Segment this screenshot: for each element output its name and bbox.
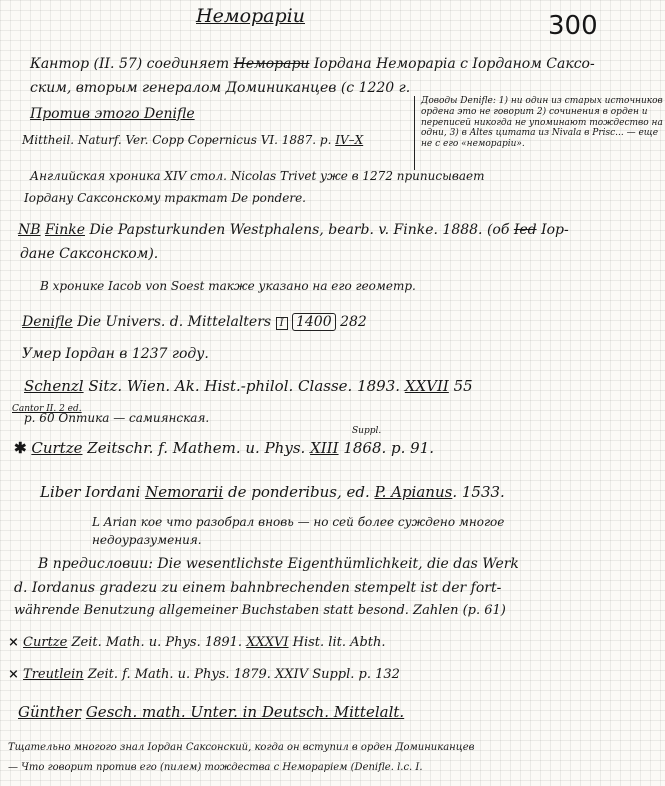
line-17: недоуразумения. — [92, 533, 202, 547]
page-number: 300 — [548, 11, 598, 41]
author-curtze: Curtze — [31, 439, 83, 457]
line-1 — [30, 56, 595, 72]
line-15-nemorarii: Nemorarii — [145, 483, 224, 501]
line-7 — [18, 222, 569, 238]
line-8: дане Саксонском). — [20, 246, 159, 262]
line-16: L Arian кое что разобрал вновь — но сей более суждено многое — [92, 515, 505, 529]
x-mark: × — [8, 635, 19, 650]
line-1-text-a: Кантор (II. 57) соединяет — [30, 56, 230, 72]
line-22-text: Zeit. f. Math. u. Phys. 1879. XXIV Suppl. p. 132 — [87, 667, 400, 682]
line-15 — [40, 484, 505, 501]
line-10-page: 282 — [340, 314, 367, 330]
line-13: p. 60 Оптика — самиянская. — [24, 411, 210, 425]
author-schenzl: Schenzl — [24, 377, 84, 395]
line-21-section: Hist. lit. Abth. — [292, 635, 386, 650]
line-21 — [8, 636, 386, 651]
line-25: — Что говорит против его (пилем) тождества с Немораріем (Denifle. l.c. I. — [8, 762, 423, 773]
line-15-editor: P. Apianus — [374, 483, 453, 501]
author-finke: Finke — [45, 222, 85, 238]
line-21-volume: XXXVI — [246, 635, 289, 650]
line-7-text: Die Papsturkunden Westphalens, bearb. v. Finke. 1888. (об — [89, 222, 510, 238]
line-23 — [18, 704, 404, 721]
nb-mark: NB — [18, 222, 41, 238]
line-14 — [14, 440, 434, 457]
author-gunther: Günther — [18, 703, 82, 721]
line-12-page: 55 — [453, 377, 473, 395]
line-1-struck-word: Неморари — [233, 56, 310, 72]
line-1-text-b: Іордана Немораріа с Іорданом Саксо- — [313, 56, 595, 72]
line-12 — [24, 378, 473, 395]
author-treutlein: Treutlein — [23, 667, 84, 682]
author-denifle: Denifle — [22, 314, 73, 330]
line-5: Английская хроника XIV стол. Nicolas Trivet уже в 1272 приписывает — [30, 169, 485, 183]
line-3: Против этого Denifle — [30, 106, 195, 122]
line-22 — [8, 668, 400, 683]
line-4-text: Mittheil. Naturf. Ver. Copp Copernicus VI. 1887. p. — [22, 133, 332, 147]
line-15-year: . 1533. — [452, 483, 505, 501]
line-6: Іордану Саксонскому трактат De pondere. — [24, 191, 306, 205]
line-4 — [22, 134, 363, 148]
line-24: Тщательно многого знал Іордан Саксонский, когда он вступил в орден Доминиканцев — [8, 742, 475, 753]
author-curtze-2: Curtze — [23, 635, 68, 650]
line-10-text: Die Univers. d. Mittelalters — [77, 314, 272, 330]
line-7-struck-word: Ied — [513, 222, 537, 238]
line-4-pages: IV–X — [335, 133, 364, 147]
line-7-text-c: Іор- — [541, 222, 569, 238]
line-10 — [22, 314, 367, 330]
line-14-text: Zeitschr. f. Mathem. u. Phys. — [87, 439, 306, 457]
line-12-text: Sitz. Wien. Ak. Hist.-philol. Classe. 1893. — [88, 377, 401, 395]
line-9: В хронике Iacob von Soest также указано на его геометр. — [40, 279, 416, 293]
line-15-text-a: Liber Iordani — [40, 483, 141, 501]
year-box: 1400 — [292, 313, 336, 331]
line-20: währende Benutzung allgemeiner Buchstaben statt besond. Zahlen (p. 61) — [14, 603, 506, 618]
line-19: d. Iordanus gradezu zu einem bahnbrechenden stempelt ist der fort- — [14, 580, 502, 596]
line-14-volume: XIII — [310, 439, 339, 457]
line-12-volume: XXVII — [404, 377, 449, 395]
asterisk-mark: ✱ — [14, 439, 27, 457]
page-title: Немораріи — [196, 5, 305, 27]
cantor-tag: Cantor II. 2 ed. — [12, 404, 82, 414]
suppl-note: Suppl. — [352, 426, 382, 436]
line-11: Умер Іордан в 1237 году. — [22, 346, 209, 362]
line-21-text: Zeit. Math. u. Phys. 1891. — [71, 635, 243, 650]
line-18: В предисловии: Die wesentlichste Eigenthümlichkeit, die das Werk — [38, 556, 519, 572]
line-15-text-b: de ponderibus, ed. — [228, 483, 370, 501]
volume-box: I — [276, 317, 288, 330]
x-mark-2: × — [8, 667, 19, 682]
line-2: ским, вторым генералом Доминиканцев (с 1220 г. — [30, 80, 411, 96]
line-23-text: Gesch. math. Unter. in Deutsch. Mittelalt. — [85, 703, 405, 721]
margin-note: Доводы Denifle: 1) ни один из старых источников ордена это не говорит 2) сочинения в орден и переписей никогда не упоминают тождество на одни, 3) в Altes цитата из Nivala в Prisc... — еще не с его «немораріи». — [414, 96, 665, 170]
line-14-year: 1868. p. 91. — [343, 439, 435, 457]
